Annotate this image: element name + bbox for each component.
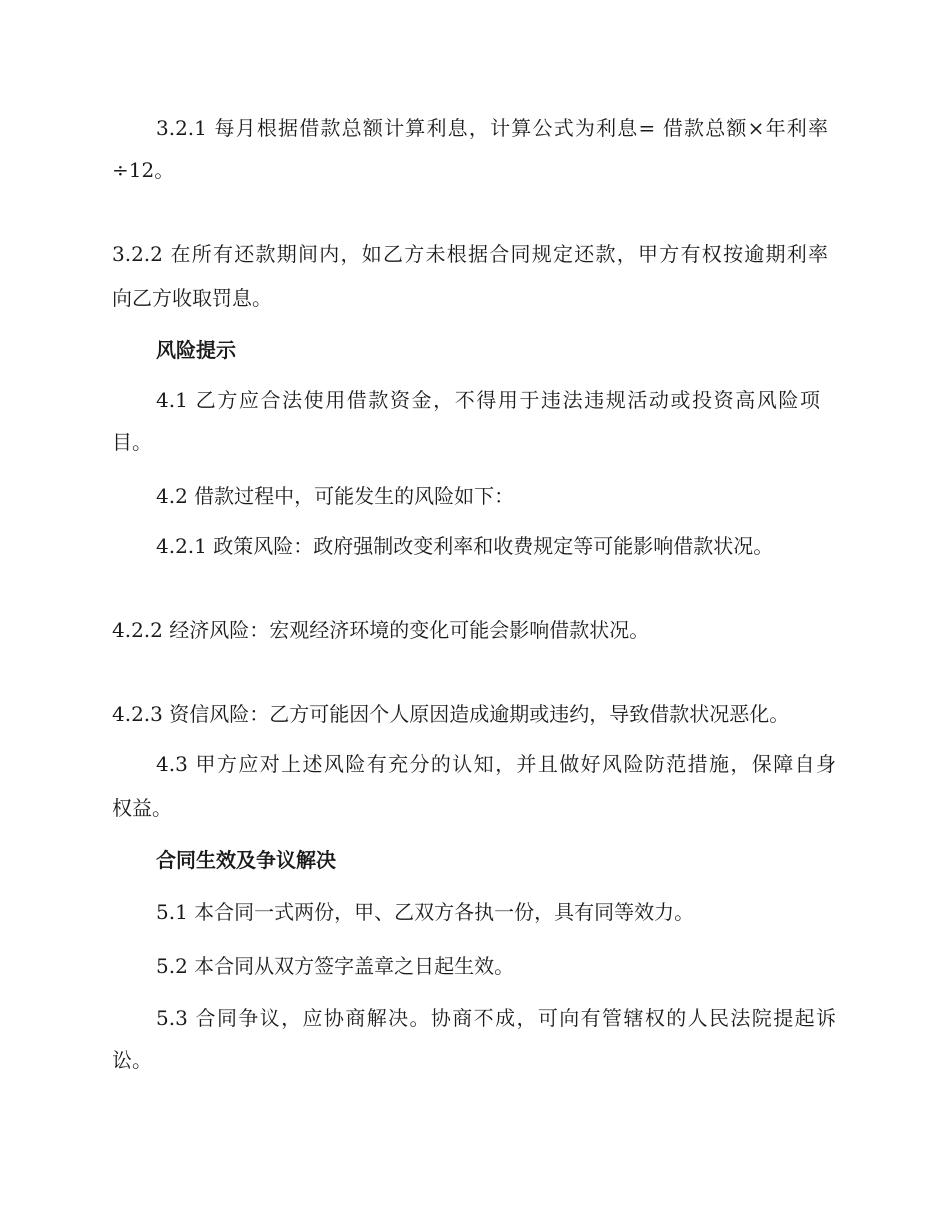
clause-4-1-line-2: 目。: [112, 430, 152, 454]
clause-5-2: 5.2 本合同从双方签字盖章之日起生效。: [156, 954, 515, 978]
clause-4-2-2: 4.2.2 经济风险：宏观经济环境的变化可能会影响借款状况。: [112, 618, 650, 642]
section-heading-contract-effect: 合同生效及争议解决: [156, 848, 336, 872]
clause-3-2-1-line-1: 3.2.1 每月根据借款总额计算利息，计算公式为利息= 借款总额×年利率: [156, 116, 828, 140]
clause-4-2-1: 4.2.1 政策风险：政府强制改变利率和收费规定等可能影响借款状况。: [156, 534, 774, 558]
clause-5-3-line-2: 讼。: [112, 1048, 152, 1072]
clause-4-3-line-1: 4.3 甲方应对上述风险有充分的认知，并且做好风险防范措施，保障自身: [156, 752, 836, 776]
clause-5-3-line-1: 5.3 合同争议，应协商解决。协商不成，可向有管辖权的人民法院提起诉: [156, 1006, 836, 1030]
section-heading-risk: 风险提示: [156, 338, 236, 362]
clause-4-2-3: 4.2.3 资信风险：乙方可能因个人原因造成逾期或违约，导致借款状况恶化。: [112, 702, 790, 726]
clause-4-2: 4.2 借款过程中，可能发生的风险如下：: [156, 484, 515, 508]
clause-4-1-line-1: 4.1 乙方应合法使用借款资金，不得用于违法违规活动或投资高风险项: [156, 388, 820, 412]
clause-3-2-1-line-2: ÷12。: [112, 158, 175, 182]
clause-5-1: 5.1 本合同一式两份，甲、乙双方各执一份，具有同等效力。: [156, 900, 695, 924]
clause-3-2-2-line-1: 3.2.2 在所有还款期间内，如乙方未根据合同规定还款，甲方有权按逾期利率: [112, 242, 828, 266]
clause-3-2-2-line-2: 向乙方收取罚息。: [112, 286, 272, 310]
clause-4-3-line-2: 权益。: [112, 796, 172, 820]
